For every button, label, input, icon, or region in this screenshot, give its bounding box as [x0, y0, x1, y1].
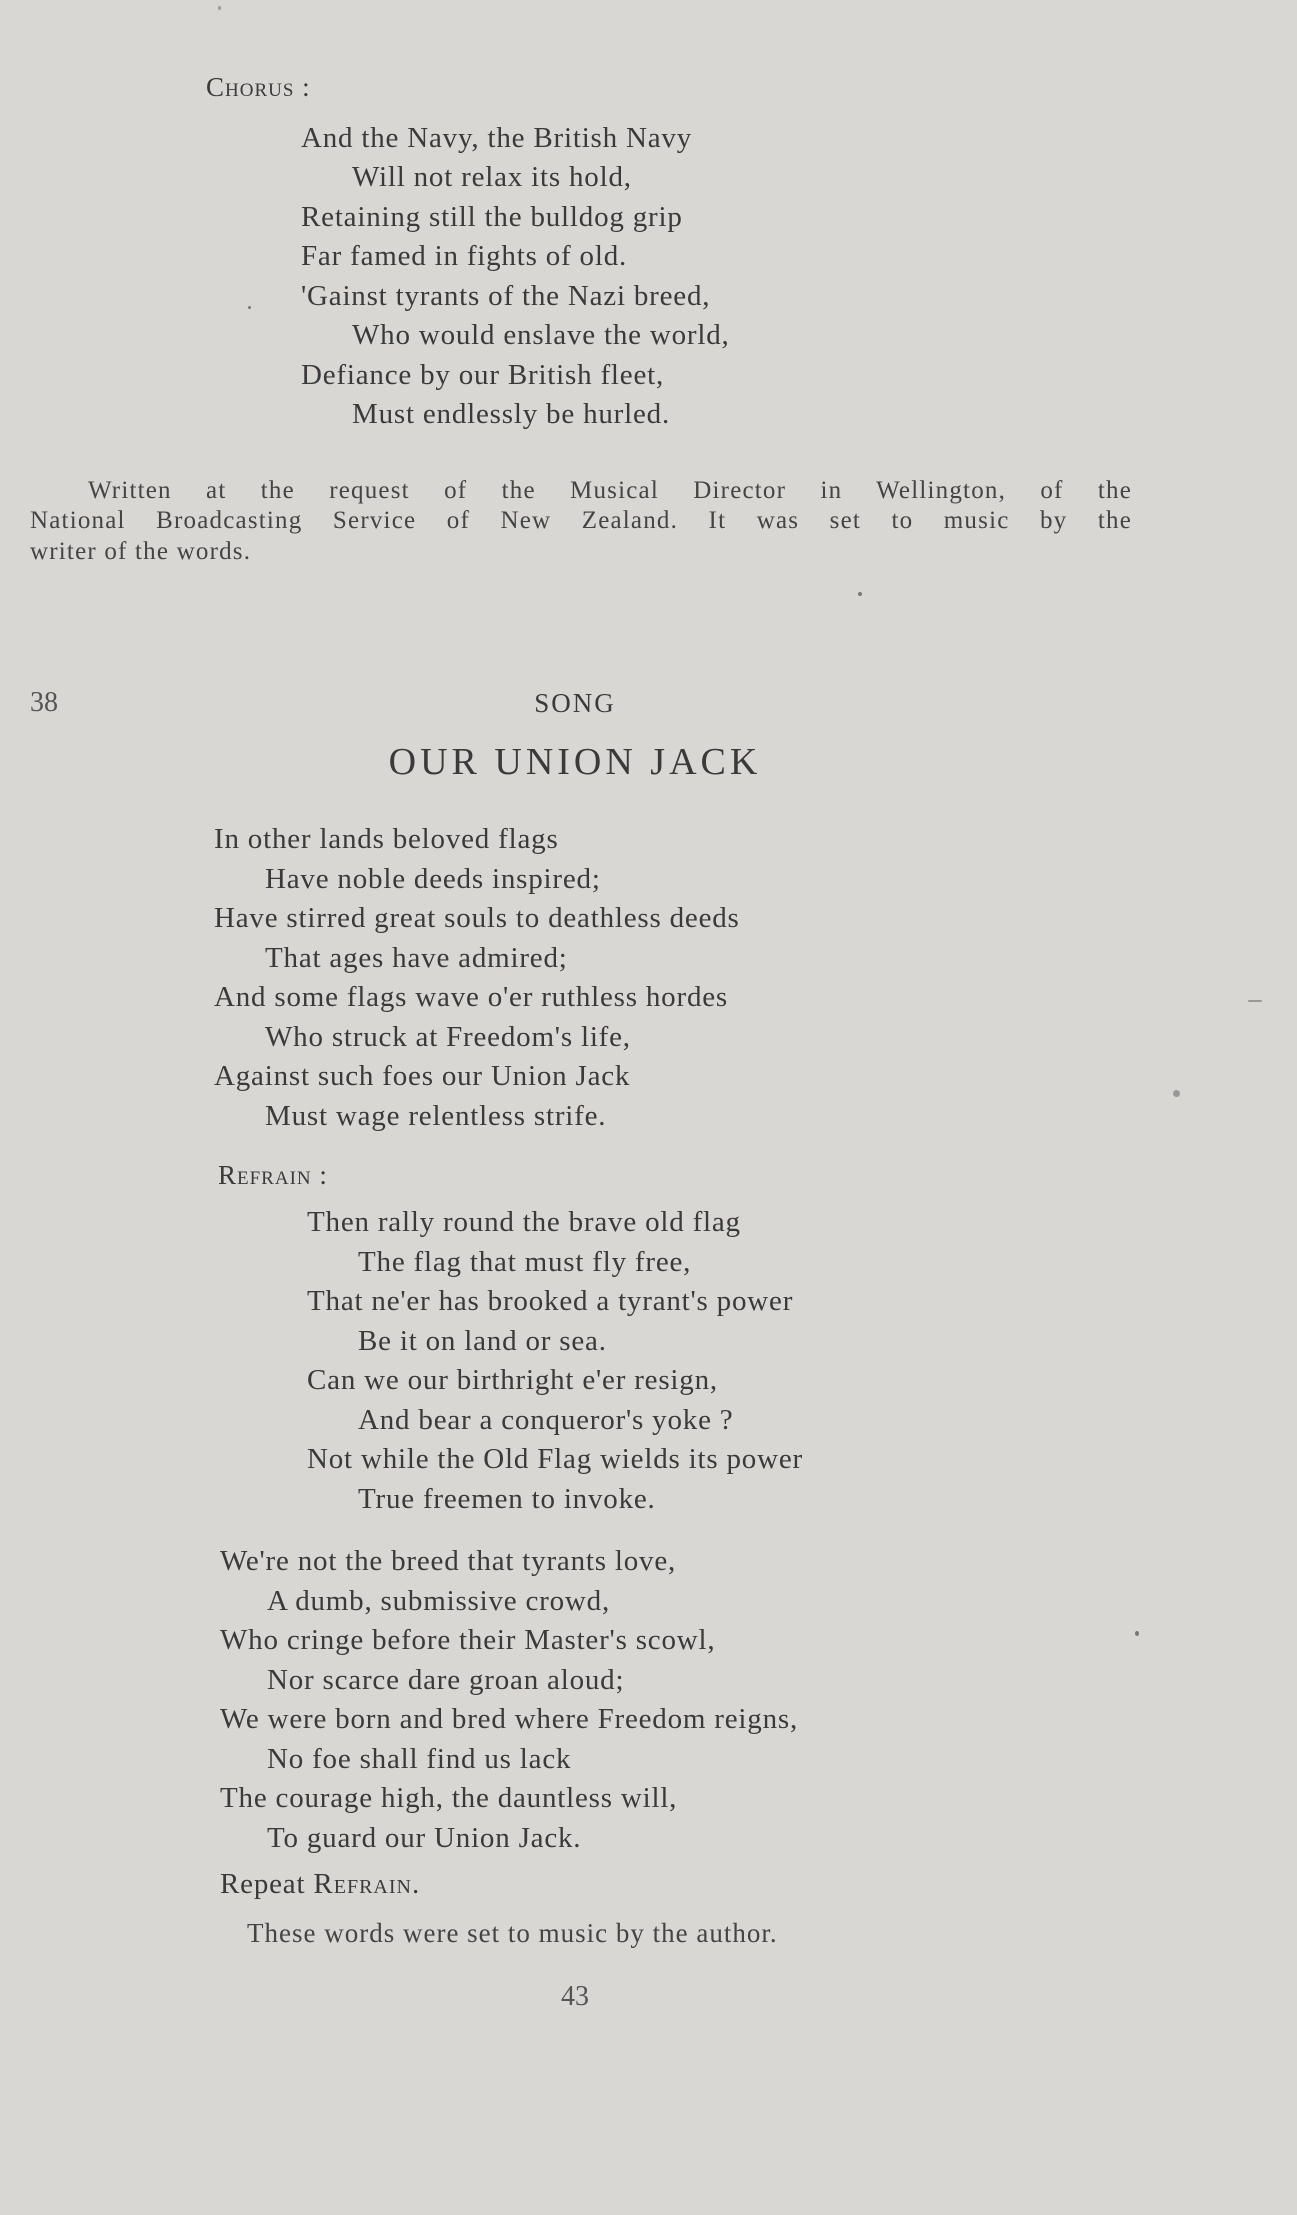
verse-line: Nor scarce dare groan aloud;	[267, 1664, 625, 1696]
verse-line: Must wage relentless strife.	[265, 1100, 607, 1132]
chorus-line: Retaining still the bulldog grip	[301, 201, 683, 233]
music-note: These words were set to music by the author.	[247, 1918, 778, 1948]
song-number: 38	[30, 687, 58, 718]
chorus-line: Who would enslave the world,	[352, 319, 730, 351]
verse-line: Who struck at Freedom's life,	[265, 1021, 631, 1053]
note-line: Written at the request of the Musical Director in Wellington, of the	[88, 477, 1132, 504]
note-line: National Broadcasting Service of New Zealand. It was set to music by the	[30, 507, 1132, 534]
verse-line: Who cringe before their Master's scowl,	[220, 1624, 716, 1656]
note-line: writer of the words.	[30, 538, 252, 565]
refrain-line: Be it on land or sea.	[358, 1325, 607, 1357]
verse-line: To guard our Union Jack.	[267, 1822, 582, 1854]
refrain-line: And bear a conqueror's yoke ?	[358, 1404, 734, 1436]
page-number: 43	[561, 1981, 589, 2012]
refrain-line: Then rally round the brave old flag	[307, 1206, 741, 1238]
verse-line: We're not the breed that tyrants love,	[220, 1545, 677, 1577]
paper-speck	[248, 306, 251, 309]
chorus-label: Chorus :	[206, 72, 311, 102]
paper-speck	[1248, 1000, 1262, 1002]
verse-line: Have stirred great souls to deathless deeds	[214, 902, 740, 934]
chorus-line: 'Gainst tyrants of the Nazi breed,	[301, 280, 711, 312]
repeat-refrain	[220, 1868, 420, 1901]
paper-speck	[1173, 1090, 1180, 1097]
verse-line: The courage high, the dauntless will,	[220, 1782, 678, 1814]
verse-line: Have noble deeds inspired;	[265, 863, 601, 895]
refrain-line: The flag that must fly free,	[358, 1246, 692, 1278]
verse-line: Against such foes our Union Jack	[214, 1060, 631, 1092]
verse-line: In other lands beloved flags	[214, 823, 559, 855]
verse-line: We were born and bred where Freedom reigns,	[220, 1703, 799, 1735]
verse-line: No foe shall find us lack	[267, 1743, 572, 1775]
paper-speck	[218, 6, 221, 10]
refrain-line: Not while the Old Flag wields its power	[307, 1443, 803, 1475]
verse-line: A dumb, submissive crowd,	[267, 1585, 611, 1617]
paper-speck	[858, 592, 862, 596]
paper-speck	[1135, 1631, 1139, 1636]
verse-line: And some flags wave o'er ruthless hordes	[214, 981, 728, 1013]
chorus-line: Will not relax its hold,	[352, 161, 632, 193]
chorus-line: Far famed in fights of old.	[301, 240, 628, 272]
refrain-line: True freemen to invoke.	[358, 1483, 656, 1515]
chorus-line: Must endlessly be hurled.	[352, 398, 671, 430]
chorus-line: Defiance by our British fleet,	[301, 359, 665, 391]
refrain-line: Can we our birthright e'er resign,	[307, 1364, 718, 1396]
repeat-label: Refrain.	[313, 1868, 421, 1900]
refrain-label: Refrain :	[218, 1160, 328, 1190]
verse-line: That ages have admired;	[265, 942, 568, 974]
song-kind: SONG	[534, 688, 616, 718]
song-title: OUR UNION JACK	[388, 741, 762, 783]
chorus-line: And the Navy, the British Navy	[301, 122, 693, 154]
refrain-line: That ne'er has brooked a tyrant's power	[307, 1285, 794, 1317]
repeat-prefix: Repeat	[220, 1868, 306, 1900]
